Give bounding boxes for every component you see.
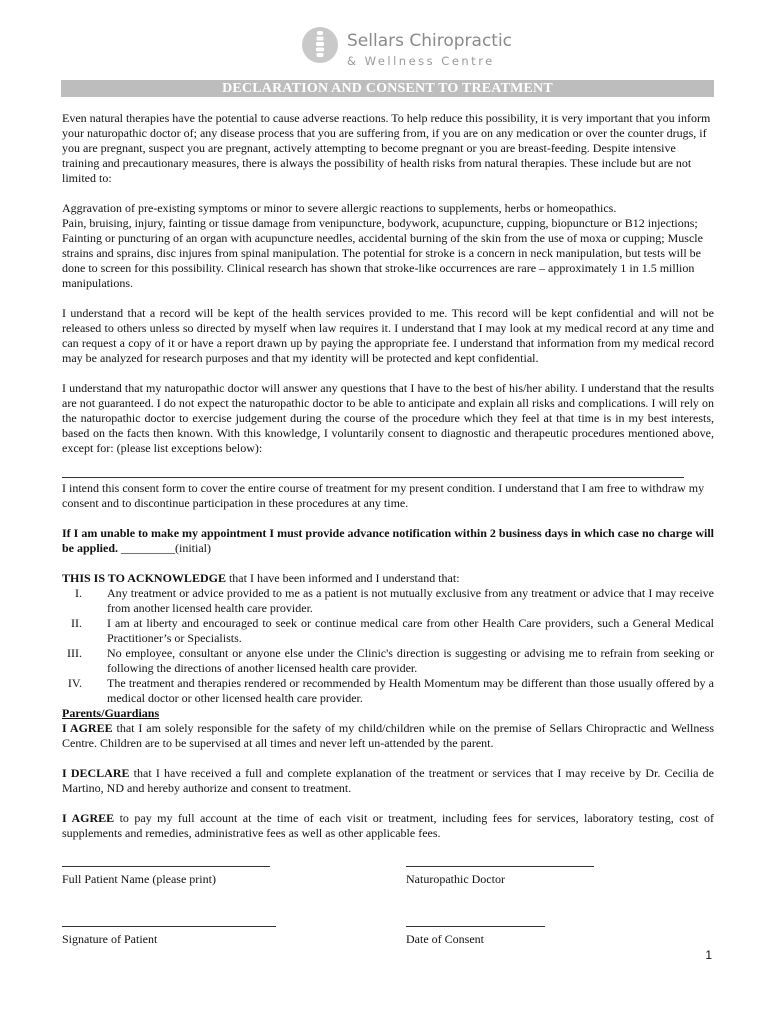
risks-line-2: Pain, bruising, injury, fainting or tissue damage from venipuncture, bodywork, acupuncture, cupping, biopuncture or B12 injections; Fainting or puncturing of an organ with acupuncture needles, accidental burning of the skin from the use of moxa or cupping; Muscle strains and sprains, disc injures from spinal manipulation. The potential for stroke is a concern in neck manipulation, but tests will be done to screen for this possibility. Clinical research has shown that stroke-like occurrences are rare – approximately 1 in 1.5 million manipulations. — [62, 216, 703, 290]
acknowledge-lead — [62, 571, 714, 586]
list-item-text: Any treatment or advice provided to me as a patient is not mutually exclusive from any treatment or advice that I may receive from another licensed health care provider. — [107, 586, 714, 615]
agree-supervision-text: that I am solely responsible for the safety of my child/children while on the premise of Sellars Chiropractic and Wellness Centre. Children are to be supervised at all times and never left un-attended by the parent. — [62, 721, 714, 750]
payment-paragraph — [62, 811, 714, 841]
list-item-number: II. — [71, 616, 82, 630]
signature-field[interactable] — [62, 926, 276, 947]
clinic-logo — [302, 27, 513, 75]
list-item-text: I am at liberty and encouraged to seek or continue medical care from other Health Care providers, such a General Medical Practitioner’s or Specialists. — [107, 616, 714, 645]
cancellation-paragraph — [62, 526, 714, 556]
list-item-number: IV. — [67, 676, 82, 690]
acknowledge-lead-text: that I have been informed and I understand that: — [225, 571, 460, 585]
agree-heading: I AGREE — [62, 721, 113, 735]
list-item — [62, 586, 714, 616]
date-label: Date of Consent — [406, 932, 484, 946]
list-item-number: III. — [67, 646, 82, 660]
date-line[interactable] — [406, 926, 545, 928]
signature-line[interactable] — [62, 926, 276, 928]
doctor-line[interactable] — [406, 866, 594, 868]
acknowledge-section — [62, 571, 714, 751]
list-item-text: The treatment and therapies rendered or recommended by Health Momentum may be different than those usually offered by a medical doctor or other licensed health care provider. — [107, 676, 714, 705]
document-title: DECLARATION AND CONSENT TO TREATMENT — [61, 80, 714, 97]
patient-name-field[interactable] — [62, 866, 270, 887]
acknowledge-list — [62, 586, 714, 706]
document-body — [62, 111, 714, 856]
list-item — [62, 646, 714, 676]
logo-subtitle: & Wellness Centre — [347, 54, 495, 68]
agree-payment-heading: I AGREE — [62, 811, 115, 825]
course-paragraph: I intend this consent form to cover the entire course of treatment for my present condition. I understand that I am free to withdraw my consent and to discontinue participation in these procedures at any time. — [62, 481, 705, 510]
risks-paragraph — [62, 201, 714, 291]
payment-text: to pay my full account at the time of each visit or treatment, including fees for services, laboratory testing, cost of supplements and remedies, administrative fees as well as other applicable fees. — [62, 811, 715, 840]
parents-heading: Parents/Guardians — [62, 706, 160, 720]
agree-supervision-paragraph — [62, 721, 714, 751]
signature-label: Signature of Patient — [62, 932, 158, 946]
consent-paragraph: I understand that my naturopathic doctor will answer any questions that I have to the best of his/her ability. I understand that the results are not guaranteed. I do not expect the naturopathic doctor to be able to anticipate and explain all risks and complications. I will rely on the naturopathic doctor to exercise judgement during the course of the procedure which they feel at that time is in my best interests, based on the facts then known. With this knowledge, I voluntarily consent to diagnostic and therapeutic procedures mentioned above, except for: (please list exceptions below): — [62, 381, 714, 455]
records-paragraph: I understand that a record will be kept of the health services provided to me. This record will be kept confidential and will not be released to others unless so directed by myself when law requires it. I understand that I may look at my medical record at any time and can request a copy of it or have a report drawn up by paying the appropriate fee. I understand that information from my medical record may be analyzed for research purposes and that my identity will be protected and kept confidential. — [62, 306, 714, 365]
spine-icon — [302, 27, 338, 63]
logo-name: Sellars Chiropractic — [347, 31, 513, 51]
doctor-label: Naturopathic Doctor — [406, 872, 505, 886]
patient-name-line[interactable] — [62, 866, 270, 868]
declare-text: that I have received a full and complete explanation of the treatment or services that I may receive by Dr. Cecilia de Martino, ND and hereby authorize and consent to treatment. — [62, 766, 714, 795]
date-field[interactable] — [406, 926, 545, 947]
initial-field[interactable]: _________(initial) — [118, 541, 212, 555]
risks-line-1: Aggravation of pre-existing symptoms or minor to severe allergic reactions to supplements, herbs or homeopathics. — [62, 201, 617, 215]
list-item-text: No employee, consultant or anyone else under the Clinic's direction is suggesting or advising me to refrain from seeking or following the directions of another licensed health care provider. — [107, 646, 714, 675]
acknowledge-heading: THIS IS TO ACKNOWLEDGE — [62, 571, 226, 585]
list-item-number: I. — [75, 586, 82, 600]
declare-heading: I DECLARE — [62, 766, 130, 780]
doctor-field[interactable] — [406, 866, 594, 887]
page-number: 1 — [705, 948, 712, 962]
list-item — [62, 616, 714, 646]
exceptions-input-line[interactable] — [62, 477, 684, 479]
intro-paragraph: Even natural therapies have the potential to cause adverse reactions. To help reduce this possibility, it is very important that you inform your naturopathic doctor of; any disease process that you are suffering from, if you are on any medication or over the counter drugs, if you are pregnant, suspect you are pregnant, actively attempting to become pregnant or you are breast-feeding. Despite intensive training and precautionary measures, there is always the possibility of health risks from natural therapies. These include but are not limited to: — [62, 111, 711, 185]
list-item — [62, 676, 714, 706]
patient-name-label: Full Patient Name (please print) — [62, 872, 216, 886]
cancellation-policy-text: If I am unable to make my appointment I must provide advance notification within 2 business days in which case no charge will be applied. — [62, 526, 714, 555]
declare-paragraph — [62, 766, 714, 796]
